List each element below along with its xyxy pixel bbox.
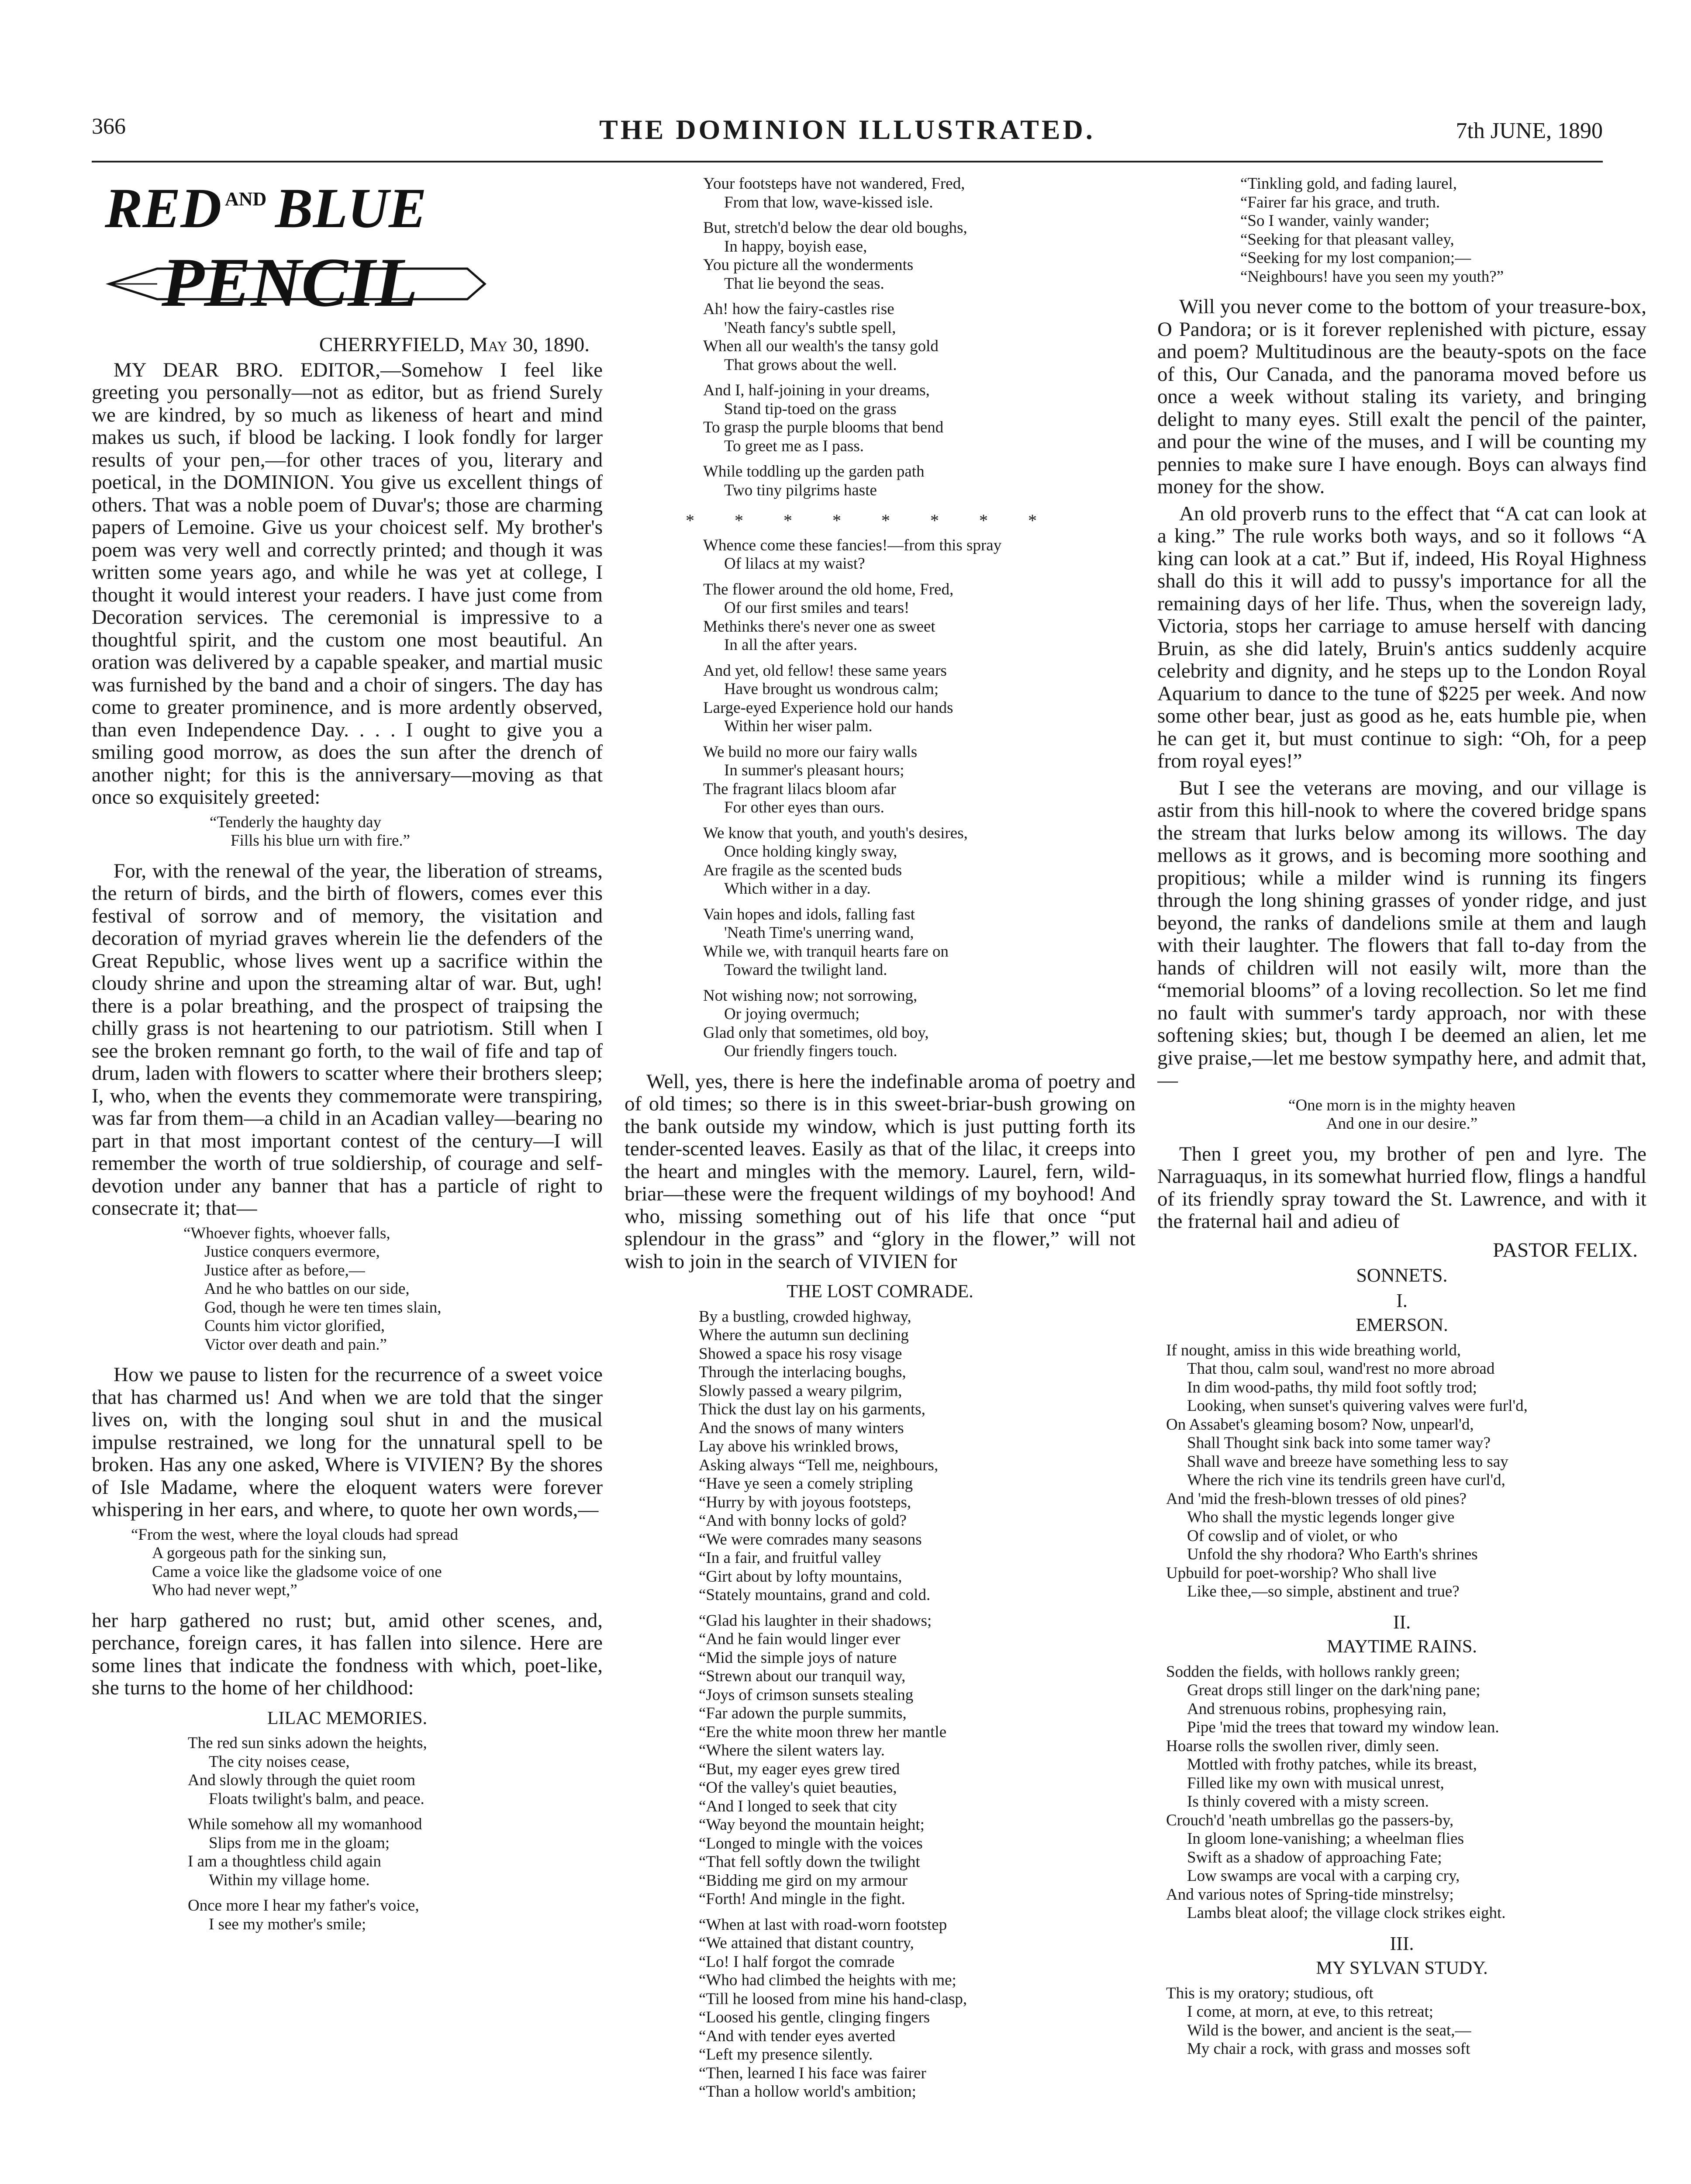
- verse-line: “Hurry by with joyous footsteps,: [699, 1493, 911, 1511]
- verse-line: Once more I hear my father's voice,: [188, 1897, 419, 1914]
- verse-line: “Far adown the purple summits,: [699, 1704, 907, 1722]
- verse-line: “And with tender eyes averted: [699, 2027, 895, 2045]
- verse-line: “Loosed his gentle, clinging fingers: [699, 2008, 930, 2026]
- logo-word-pencil: PENCIL: [162, 243, 418, 321]
- stanza: [188, 1815, 603, 1890]
- verse-line: “So I wander, vainly wander;: [1240, 212, 1430, 230]
- verse-line: Lambs bleat aloof; the village clock strikes eight.: [1187, 1904, 1506, 1922]
- verse-line: Hoarse rolls the swollen river, dimly seen.: [1166, 1737, 1439, 1755]
- verse-line: “Of the valley's quiet beauties,: [699, 1779, 897, 1797]
- verse-line: Who shall the mystic legends longer give: [1187, 1508, 1455, 1526]
- verse-line: Our friendly fingers touch.: [724, 1042, 897, 1060]
- stanza: [699, 1612, 1135, 1909]
- verse-line: If nought, amiss in this wide breathing world,: [1166, 1341, 1461, 1359]
- verse-line: “Have ye seen a comely stripling: [699, 1475, 913, 1493]
- verse-line: This is my oratory; studious, oft: [1166, 1984, 1374, 2002]
- verse-line: “Then, learned I his face was fairer: [699, 2064, 926, 2082]
- verse-line: Have brought us wondrous calm;: [724, 680, 939, 698]
- verse-line: Two tiny pilgrims haste: [724, 481, 877, 499]
- verse-line: “Longed to mingle with the voices: [699, 1834, 923, 1852]
- verse-line: Wild is the bower, and ancient is the seat,—: [1187, 2021, 1471, 2039]
- verse-line: Are fragile as the scented buds: [703, 861, 902, 879]
- verse-line: Pipe 'mid the trees that toward my window lean.: [1187, 1718, 1499, 1736]
- verse-line: Upbuild for poet-worship? Who shall live: [1166, 1564, 1436, 1582]
- verse-line: I come, at morn, at eve, to this retreat;: [1187, 2003, 1434, 2021]
- sonnet-2-number: II.: [1393, 1611, 1411, 1633]
- sonnet-3-number: III.: [1390, 1932, 1414, 1954]
- paragraph-2: For, with the renewal of the year, the liberation of streams, the return of birds, and the birth of flowers, comes ever this festival of sorrow and of memory, the visitation and decoration of myriad graves wherein lie the defenders of the Great Republic, whose lives went up a sacrifice within the cloudy shrine and upon the streaming altar of war. But, ugh! there is a polar breathing, and the prospect of traipsing the chilly grass is not heartening to our patriotism. Still when I see the broken remnant go forth, to the wail of fife and tap of drum, laden with flowers to scatter where their brothers sleep; I, who, when the events they commemorate were transpiring, was far from them—a child in an Acadian valley—bearing no part in that most important contest of the century—I will remember the worth of true soldiership, of courage and self-devotion under any banner that has a particle of right to consecrate it; that—: [92, 859, 603, 1220]
- verse-line: Of lilacs at my waist?: [724, 555, 865, 573]
- verse-line: Crouch'd 'neath umbrellas go the passers-by,: [1166, 1811, 1454, 1829]
- verse-line: “Stately mountains, grand and cold.: [699, 1586, 931, 1604]
- verse-line: Vain hopes and idols, falling fast: [703, 905, 915, 923]
- verse-line: Lay above his wrinkled brows,: [699, 1438, 899, 1455]
- sonnet-1-title: EMERSON.: [1356, 1315, 1448, 1335]
- verse-line: “Left my presence silently.: [699, 2046, 873, 2063]
- paragraph-7: An old proverb runs to the effect that “A cat can look at a king.” The rule works both ways, and so it follows “A king can look at a cat.” But if, indeed, His Royal Highness shall do this it will add to pussy's importance for all the remaining days of her life. Thus, when the sovereign lady, Victoria, stops her carriage to amuse herself with dancing Bruin, as she did lately, Bruin's antics suddenly acquire celebrity and dignity, and he steps up to the London Royal Aquarium to dance to the tune of $225 per week. And now some other bear, just as good as he, eats humble pie, when he can get it, but must continue to sigh: “Oh, for a peep from royal eyes!”: [1157, 502, 1646, 772]
- verse-line: From that low, wave-kissed isle.: [724, 193, 933, 211]
- verse-line: 'Neath fancy's subtle spell,: [724, 318, 896, 337]
- stanza: [699, 1916, 1135, 2101]
- verse-line: On Assabet's gleaming bosom? Now, unpearl'd,: [1166, 1415, 1474, 1434]
- verse-line: While we, with tranquil hearts fare on: [703, 942, 949, 961]
- publication-title: THE DOMINION ILLUSTRATED.: [599, 114, 1095, 145]
- verse-line: While toddling up the garden path: [703, 463, 925, 480]
- verse-line: The fragrant lilacs bloom afar: [703, 780, 896, 798]
- verse-line: Thick the dust lay on his garments,: [699, 1400, 925, 1418]
- verse-line: Glad only that sometimes, old boy,: [703, 1023, 929, 1042]
- verse-line: “Till he loosed from mine his hand-clasp,: [699, 1990, 967, 2008]
- page-number: 366: [92, 114, 126, 139]
- verse-line: “Girt about by lofty mountains,: [699, 1567, 902, 1586]
- verse-line: “Fairer far his grace, and truth.: [1240, 193, 1440, 211]
- verse-line: Justice after as before,—: [204, 1261, 365, 1279]
- verse-line: Your footsteps have not wandered, Fred,: [703, 175, 965, 193]
- stanza: [703, 662, 1135, 736]
- verse-line: We know that youth, and youth's desires,: [703, 824, 968, 842]
- verse-line: Unfold the shy rhodora? Who Earth's shrines: [1187, 1545, 1478, 1563]
- verse-line: Stand tip-toed on the grass: [724, 400, 897, 418]
- stanza: [703, 536, 1135, 574]
- logo-word-red: RED: [105, 177, 222, 240]
- verse-line: “Glad his laughter in their shadows;: [699, 1611, 932, 1630]
- verse-line: “Joys of crimson sunsets stealing: [699, 1686, 914, 1704]
- verse-line: And 'mid the fresh-blown tresses of old pines?: [1166, 1489, 1467, 1508]
- verse-line: We build no more our fairy walls: [703, 743, 918, 761]
- sonnet-1-lines: [1157, 1341, 1646, 1601]
- stanza: [188, 1897, 603, 1934]
- poem-title-lilac-memories: LILAC MEMORIES.: [267, 1708, 428, 1728]
- verse-line: I see my mother's smile;: [209, 1915, 366, 1933]
- stanza: [703, 581, 1135, 655]
- verse-line: And strenuous robins, prophesying rain,: [1187, 1700, 1446, 1718]
- sonnet-2-lines: [1157, 1663, 1646, 1923]
- verse-line: “Mid the simple joys of nature: [699, 1648, 897, 1667]
- verse-line: “Lo! I half forgot the comrade: [699, 1952, 895, 1971]
- signature: PASTOR FELIX.: [1493, 1238, 1638, 1261]
- stanza: [703, 381, 1135, 456]
- verse-line: Within my village home.: [209, 1871, 370, 1889]
- lilac-poem-part-1: [92, 1734, 603, 1934]
- column-2: [625, 175, 1135, 2184]
- verse-line: Where the autumn sun declining: [699, 1326, 909, 1344]
- verse-line: Through the interlacing boughs,: [699, 1363, 906, 1381]
- verse-line: Of our first smiles and tears!: [724, 599, 910, 617]
- verse-line: By a bustling, crowded highway,: [699, 1307, 911, 1326]
- red-and-blue-pencil-logo: [92, 175, 493, 332]
- verse-line: “Where the silent waters lay.: [699, 1742, 885, 1759]
- sonnet-2-title: MAYTIME RAINS.: [1327, 1637, 1477, 1657]
- letter-dateline: CHERRYFIELD, May 30, 1890.: [319, 333, 590, 356]
- verse-line: In gloom lone-vanishing; a wheelman flies: [1187, 1830, 1464, 1848]
- verse-line: Ah! how the fairy-castles rise: [703, 300, 894, 318]
- stanza: [703, 824, 1135, 898]
- verse-line: “And with bonny locks of gold?: [699, 1512, 907, 1530]
- stanza: [703, 175, 1135, 212]
- verse-line: “From the west, where the loyal clouds had spread: [131, 1525, 459, 1544]
- paragraph-5: Well, yes, there is here the indefinable aroma of poetry and of old times; so there is in this sweet-briar-bush growing on the bank outside my window, which is just putting forth its tender-scented leaves. Easily as that of the lilac, it creeps into the heart and mingles with the memory. Laurel, fern, wild-briar—these were the frequent wildings of my boyhood! And who, missing something out of his life that once “put splendour in the grass” and “glory in the flower,” will not wish to join in the search of VIVIEN for: [625, 1070, 1135, 1273]
- verse-line: “That fell softly down the twilight: [699, 1853, 920, 1871]
- issue-date: 7th JUNE, 1890: [1456, 118, 1603, 143]
- verse-line: Once holding kingly sway,: [724, 843, 897, 860]
- verse-line: “Way beyond the mountain height;: [699, 1816, 925, 1834]
- verse-line: “But, my eager eyes grew tired: [699, 1760, 900, 1778]
- quote-1: [92, 813, 603, 850]
- logo-word-and: AND: [225, 188, 267, 210]
- verse-line: And the snows of many winters: [699, 1419, 904, 1437]
- verse-line: “Ere the white moon threw her mantle: [699, 1723, 947, 1741]
- verse-line: Came a voice like the gladsome voice of one: [152, 1562, 442, 1581]
- verse-line: “Tenderly the haughty day: [210, 813, 381, 831]
- stanza: [703, 987, 1135, 1061]
- sonnet-1-number: I.: [1396, 1289, 1408, 1311]
- verse-line: Great drops still linger on the dark'ning pane;: [1187, 1681, 1480, 1699]
- verse-line: I am a thoughtless child again: [188, 1852, 381, 1870]
- verse-line: And one in our desire.”: [1326, 1115, 1478, 1133]
- stanza: [188, 1734, 603, 1808]
- column-3: [1157, 175, 1646, 2184]
- verse-line: Counts him victor glorified,: [204, 1317, 385, 1335]
- verse-line: “In a fair, and fruitful valley: [699, 1549, 881, 1567]
- lost-comrade-poem: [625, 1308, 1135, 2101]
- verse-line: In all the after years.: [724, 636, 858, 654]
- paragraph-4: her harp gathered no rust; but, amid other scenes, and, perchance, foreign cares, it has fallen into silence. Here are some lines that indicate the fondness with which, poet-like, she turns to the home of her childhood:: [92, 1609, 603, 1699]
- poem-title-lost-comrade: THE LOST COMRADE.: [787, 1282, 973, 1302]
- paragraph-6: Will you never come to the bottom of your treasure-box, O Pandora; or is it forever replenished with picture, essay and poem? Multitudinous are the beauty-spots on the face of this, Our Canada, and the panorama moved before us once a week without staling its variety, and bringing delight to many eyes. Still exalt the pencil of the painter, and pour the wine of the muses, and I will be counting my pennies to make sure I have enough. Boys can always find money for the show.: [1157, 295, 1646, 498]
- stanza: [703, 300, 1135, 374]
- verse-line: Looking, when sunset's quivering valves were furl'd,: [1187, 1397, 1528, 1415]
- verse-line: But, stretch'd below the dear old boughs,: [703, 219, 967, 237]
- lilac-poem-part-2: [625, 175, 1135, 500]
- verse-line: That thou, calm soul, wand'rest no more abroad: [1187, 1360, 1495, 1378]
- quote-3: [92, 1526, 603, 1600]
- verse-line: Slowly passed a weary pilgrim,: [699, 1382, 902, 1400]
- verse-line: Justice conquers evermore,: [204, 1243, 380, 1261]
- verse-line: Is thinly covered with a misty screen.: [1187, 1793, 1429, 1811]
- verse-line: Of cowslip and of violet, or who: [1187, 1527, 1398, 1545]
- page-header: [92, 100, 1603, 166]
- sonnet-3-lines: [1157, 1984, 1646, 2059]
- verse-line: Shall Thought sink back into some tamer way?: [1187, 1434, 1491, 1452]
- verse-line: For other eyes than ours.: [724, 798, 884, 816]
- verse-line: “Neighbours! have you seen my youth?”: [1240, 267, 1504, 286]
- paragraph-1: MY DEAR BRO. EDITOR,—Somehow I feel like greeting you personally—not as editor, but as friend Surely we are kindred, by so much as likeness of heart and mind makes us such, if blood be lacking. I look fondly for larger results of your pen,—for other traces of you, literary and poetical, in the DOMINION. You give us excellent things of others. That was a noble poem of Duvar's; those are charming papers of Lemoine. Give us your choicest self. My brother's poem was very well and correctly printed; and though it was written some years ago, and while he was yet at college, I thought it would interest your readers. I have just come from Decoration services. The ceremonial is impressive to a thoughtful spirit, and the custom one most beautiful. An oration was delivered by a capable speaker, and martial music was furnished by the band and a choir of singers. The day has come to greater prominence, and is more ardently observed, than even Independence Day. . . . I ought to give you a smiling good morrow, as does the sun after the drench of another night; for this is the anniversary—moving as that once so exquisitely greeted:: [92, 358, 603, 809]
- stanza: [699, 1308, 1135, 1605]
- verse-line: Victor over death and pain.”: [204, 1335, 387, 1354]
- verse-line: The flower around the old home, Fred,: [703, 580, 954, 598]
- verse-line: “We were comrades many seasons: [699, 1530, 922, 1548]
- verse-line: “Whoever fights, whoever falls,: [183, 1224, 390, 1242]
- verse-line: And slowly through the quiet room: [188, 1771, 416, 1789]
- verse-line: Asking always “Tell me, neighbours,: [699, 1456, 939, 1474]
- verse-line: “Seeking for that pleasant valley,: [1240, 230, 1454, 249]
- verse-line: Whence come these fancies!—from this spray: [703, 536, 1002, 554]
- verse-line: Filled like my own with musical unrest,: [1187, 1774, 1444, 1792]
- verse-line: “When at last with road-worn footstep: [699, 1915, 947, 1934]
- verse-line: “One morn is in the mighty heaven: [1288, 1096, 1515, 1114]
- quote-4: [1157, 1096, 1646, 1133]
- verse-line: When all our wealth's the tansy gold: [703, 337, 939, 355]
- verse-line: Fills his blue urn with fire.”: [231, 832, 411, 850]
- verse-line: The red sun sinks adown the heights,: [188, 1734, 427, 1752]
- verse-line: Showed a space his rosy visage: [699, 1344, 902, 1363]
- column-1: [92, 175, 603, 2184]
- stanza: [703, 219, 1135, 293]
- paragraph-9: Then I greet you, my brother of pen and lyre. The Narraguaqus, in its somewhat hurried flow, flings a handful of its friendly spray toward the St. Lawrence, and with it the fraternal hail and adieu of: [1157, 1142, 1646, 1233]
- verse-line: Floats twilight's balm, and peace.: [209, 1790, 424, 1808]
- verse-line: Sodden the fields, with hollows rankly green;: [1166, 1662, 1460, 1681]
- lilac-poem-part-3: [625, 536, 1135, 1061]
- verse-line: Which wither in a day.: [724, 880, 871, 898]
- verse-line: God, though he were ten times slain,: [204, 1298, 442, 1317]
- verse-line: Like thee,—so simple, abstinent and true?: [1187, 1583, 1460, 1600]
- verse-line: Within her wiser palm.: [724, 717, 873, 735]
- quote-2: [92, 1224, 603, 1355]
- verse-line: And I, half-joining in your dreams,: [703, 381, 930, 399]
- verse-line: Mottled with frothy patches, while its breast,: [1187, 1755, 1477, 1773]
- verse-line: Large-eyed Experience hold our hands: [703, 698, 953, 717]
- verse-line: “Strewn about our tranquil way,: [699, 1667, 906, 1685]
- verse-line: In summer's pleasant hours;: [724, 761, 904, 779]
- verse-line: And various notes of Spring-tide minstrelsy;: [1166, 1885, 1454, 1904]
- paragraph-8: But I see the veterans are moving, and our village is astir from this hill-nook to where the covered bridge spans the stream that lurks below among its willows. The day mellows as it grows, and is becoming more soothing and propitious; while a milder wind is running its fingers through the long shining grasses of yonder ridge, and just beyond, the ranks of dandelions smile at them and laugh with their laughter. The flowers that fall to-day from the hands of children will not easily wilt, more than the “memorial blooms” of a loving recollection. So let me find no fault with summer's tardy approach, nor with these softening skies; but, though I be deemed an alien, let me give praise,—let me bestow sympathy here, and admit that,—: [1157, 776, 1646, 1092]
- lost-comrade-poem-end: [1157, 175, 1646, 286]
- verse-line: Swift as a shadow of approaching Fate;: [1187, 1848, 1442, 1866]
- verse-line: “We attained that distant country,: [699, 1934, 914, 1952]
- verse-line: “Bidding me gird on my armour: [699, 1871, 908, 1890]
- verse-line: 'Neath Time's unerring wand,: [724, 924, 914, 942]
- verse-line: In happy, boyish ease,: [724, 237, 867, 256]
- verse-line: “Seeking for my lost companion;—: [1240, 249, 1471, 267]
- verse-line: “Than a hollow world's ambition;: [699, 2083, 916, 2101]
- verse-line: That lie beyond the seas.: [724, 274, 884, 293]
- verse-line: Methinks there's never one as sweet: [703, 617, 935, 636]
- stanza: [703, 905, 1135, 980]
- verse-line: While somehow all my womanhood: [188, 1815, 422, 1833]
- paragraph-3: How we pause to listen for the recurrence of a sweet voice that has charmed us! And when we are told that the singer lives on, with the longing soul shut in and the musical impulse restrained, we long for the unnatural spell to be broken. Has any one asked, Where is VIVIEN? By the shores of Isle Madame, where the eloquent waters were forever whispering in her ears, and where, to quote her own words,—: [92, 1363, 603, 1521]
- verse-line: “And I longed to seek that city: [699, 1797, 897, 1815]
- verse-line: Who had never wept,”: [152, 1581, 297, 1599]
- verse-line: A gorgeous path for the sinking sun,: [152, 1544, 387, 1562]
- verse-line: Toward the twilight land.: [724, 961, 887, 979]
- verse-line: To greet me as I pass.: [724, 437, 864, 455]
- verse-line: Slips from me in the gloam;: [209, 1834, 390, 1852]
- verse-line: Low swamps are vocal with a carping cry,: [1187, 1867, 1460, 1885]
- header-rule: [92, 161, 1603, 162]
- verse-line: Not wishing now; not sorrowing,: [703, 986, 918, 1005]
- verse-line: The city noises cease,: [209, 1752, 350, 1771]
- verse-line: To grasp the purple blooms that bend: [703, 418, 944, 436]
- verse-line: In dim wood-paths, thy mild foot softly trod;: [1187, 1378, 1477, 1396]
- verse-line: My chair a rock, with grass and mosses soft: [1187, 2040, 1470, 2058]
- verse-line: Shall wave and breeze have something less to say: [1187, 1452, 1508, 1471]
- section-stars: * * * * * * * *: [686, 511, 1039, 530]
- verse-line: And he who battles on our side,: [204, 1280, 410, 1298]
- verse-line: “Who had climbed the heights with me;: [699, 1971, 956, 1989]
- verse-line: “Forth! And mingle in the fight.: [699, 1890, 905, 1908]
- verse-line: “Tinkling gold, and fading laurel,: [1240, 175, 1457, 193]
- stanza: [703, 743, 1135, 817]
- verse-line: You picture all the wonderments: [703, 256, 914, 274]
- verse-line: Or joying overmuch;: [724, 1005, 860, 1023]
- verse-line: And yet, old fellow! these same years: [703, 661, 947, 680]
- sonnet-3-title: MY SYLVAN STUDY.: [1316, 1958, 1488, 1978]
- verse-line: “And he fain would linger ever: [699, 1630, 901, 1648]
- stanza: [703, 463, 1135, 500]
- sonnets-heading: SONNETS.: [1356, 1265, 1448, 1286]
- verse-line: That grows about the well.: [724, 356, 897, 374]
- logo-word-blue: BLUE: [275, 177, 427, 240]
- verse-line: Where the rich vine its tendrils green have curl'd,: [1187, 1471, 1505, 1489]
